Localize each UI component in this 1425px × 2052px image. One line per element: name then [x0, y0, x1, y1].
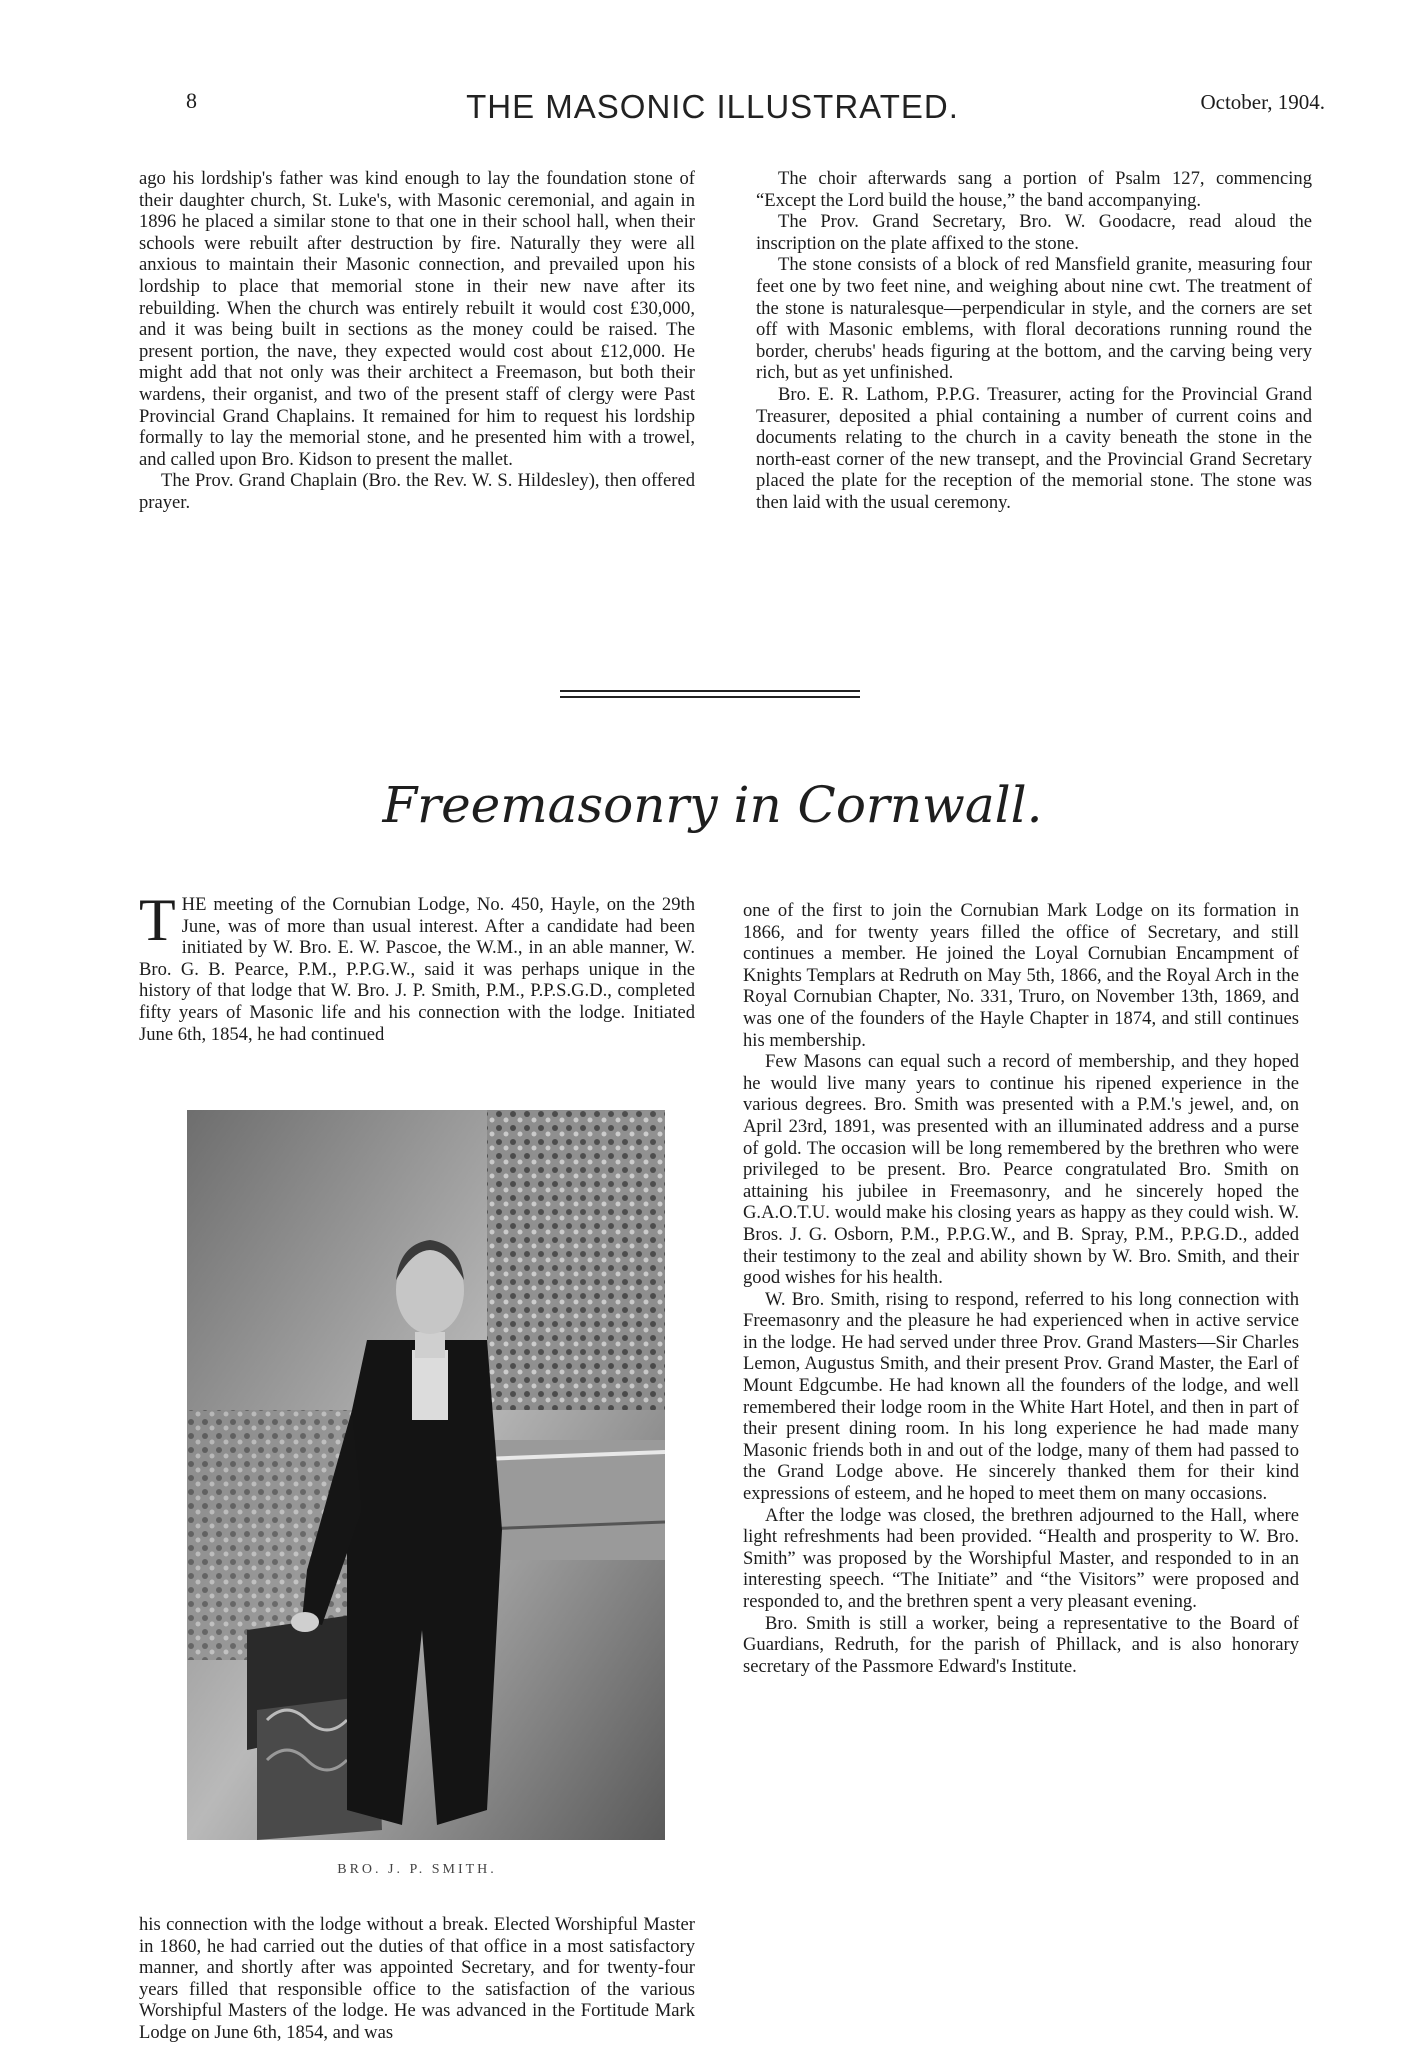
paragraph: The choir afterwards sang a portion of Psalm 127, commencing “Except the Lord build the house,” the band accompanying.: [756, 168, 1312, 211]
article-right-column: [743, 900, 1299, 1677]
issue-date: October, 1904.: [1200, 90, 1325, 114]
article-left-column-bottom: [139, 1914, 695, 2044]
section-divider-bottom: [560, 696, 860, 698]
upper-left-column: [139, 168, 695, 514]
paragraph: W. Bro. Smith, rising to respond, referred to his long connection with Freemasonry and the pleasure he had experienced when in active service in the lodge. He had served under three Prov. Grand Masters—Sir Charles Lemon, Augustus Smith, and their present Prov. Grand Master, the Earl of Mount Edgcumbe. He had known all the founders of the lodge, and well remembered their lodge room in the White Hart Hotel, and then in part of their present dining room. In his long experience he had made many Masonic friends both in and out of the lodge, many of them had passed to the Grand Lodge above. He sincerely thanked them for their kind expressions of esteem, and he hoped to meet them on many occasions.: [743, 1288, 1299, 1505]
running-header: [0, 88, 1425, 128]
drop-cap: T: [139, 887, 176, 953]
page-number: 8: [186, 88, 197, 113]
paragraph: The stone consists of a block of red Mansfield granite, measuring four feet one by two feet nine, and weighing about nine cwt. The treatment of the stone is naturalesque—perpendicular in style, and the corners are set off with Masonic emblems, with floral decorations running round the border, cherubs' heads figuring at the bottom, and the carving being very rich, but as yet unfinished.: [756, 254, 1312, 384]
upper-right-column: [756, 168, 1312, 514]
portrait-illustration: [187, 1110, 665, 1840]
intro-text: HE meeting of the Cornubian Lodge, No. 450, Hayle, on the 29th June, was of more than usual interest. After a candidate had been initiated by W. Bro. E. W. Pascoe, the W.M., in an able manner, W. Bro. G. B. Pearce, P.M., P.P.G.W., said it was perhaps unique in the history of that lodge that W. Bro. J. P. Smith, P.M., P.P.S.G.D., completed fifty years of Masonic life and his connection with the lodge. Initiated June 6th, 1854, he had continued: [139, 894, 695, 1045]
portrait-photo: [187, 1110, 665, 1840]
intro-paragraph: [139, 887, 695, 1045]
publication-title: THE MASONIC ILLUSTRATED.: [466, 88, 959, 125]
paragraph: his connection with the lodge without a break. Elected Worshipful Master in 1860, he had carried out the duties of that office in a most satisfactory manner, and shortly after was appointed Secretary, and for twenty-four years filled that responsible office to the satisfaction of the various Worshipful Masters of the lodge. He was advanced in the Fortitude Mark Lodge on June 6th, 1854, and was: [139, 1914, 695, 2043]
paragraph: ago his lordship's father was kind enough to lay the foundation stone of their daughter church, St. Luke's, with Masonic ceremonial, and again in 1896 he placed a similar stone to that one in their school hall, when their schools were rebuilt after destruction by fire. Naturally they were all anxious to maintain their Masonic connection, and prevailed upon his lordship to place that memorial stone in their new nave after its rebuilding. When the church was entirely rebuilt it would cost £30,000, and it was being built in sections as the money could be raised. The present portion, the nave, they expected would cost about £12,000. He might add that not only was their architect a Freemason, but both their wardens, their organist, and two of the present staff of clergy were Past Provincial Grand Chaplains. It remained for him to request his lordship formally to lay the memorial stone, and he presented him with a trowel, and called upon Bro. Kidson to present the mallet.: [139, 168, 695, 470]
paragraph: The Prov. Grand Chaplain (Bro. the Rev. W. S. Hildesley), then offered prayer.: [139, 470, 695, 513]
paragraph: Few Masons can equal such a record of membership, and they hoped he would live many years to continue his ripened experience in the various degrees. Bro. Smith was presented with a P.M.'s jewel, and, on April 23rd, 1891, was presented with an illuminated address and a purse of gold. The occasion will be long remembered by the brethren who were privileged to be present. Bro. Pearce congratulated Bro. Smith on attaining his jubilee in Freemasonry, and he sincerely hoped the G.A.O.T.U. would make his closing years as happy as they could wish. W. Bros. J. G. Osborn, P.M., P.P.G.W., and B. Spray, P.M., P.P.G.D., added their testimony to the zeal and ability shown by W. Bro. Smith, and their good wishes for his health.: [743, 1051, 1299, 1289]
paragraph: The Prov. Grand Secretary, Bro. W. Goodacre, read aloud the inscription on the plate affixed to the stone.: [756, 211, 1312, 254]
paragraph: Bro. Smith is still a worker, being a representative to the Board of Guardians, Redruth, for the parish of Phillack, and is also honorary secretary of the Passmore Edward's Institute.: [743, 1612, 1299, 1677]
article-left-column-top: [139, 887, 695, 1045]
article-title: Freemasonry in Cornwall.: [382, 776, 1043, 834]
paragraph: one of the first to join the Cornubian Mark Lodge on its formation in 1866, and for twenty years filled the office of Secretary, and still continues a member. He joined the Loyal Cornubian Encampment of Knights Templars at Redruth on May 5th, 1866, and the Royal Arch in the Royal Cornubian Chapter, No. 331, Truro, on November 13th, 1869, and was one of the founders of the Hayle Chapter in 1874, and still continues his membership.: [743, 900, 1299, 1051]
section-divider-top: [560, 690, 860, 692]
paragraph: Bro. E. R. Lathom, P.P.G. Treasurer, acting for the Provincial Grand Treasurer, deposited a phial containing a number of current coins and documents relating to the church in a cavity beneath the stone in the north-east corner of the new transept, and the Provincial Grand Secretary placed the plate for the reception of the memorial stone. The stone was then laid with the usual ceremony.: [756, 383, 1312, 513]
paragraph: After the lodge was closed, the brethren adjourned to the Hall, where light refreshments had been provided. “Health and prosperity to W. Bro. Smith” was proposed by the Worshipful Master, and responded to in an interesting speech. “The Initiate” and “the Visitors” were proposed and responded to, and the brethren spent a very pleasant evening.: [743, 1504, 1299, 1612]
photo-caption: BRO. J. P. SMITH.: [337, 1862, 497, 1877]
